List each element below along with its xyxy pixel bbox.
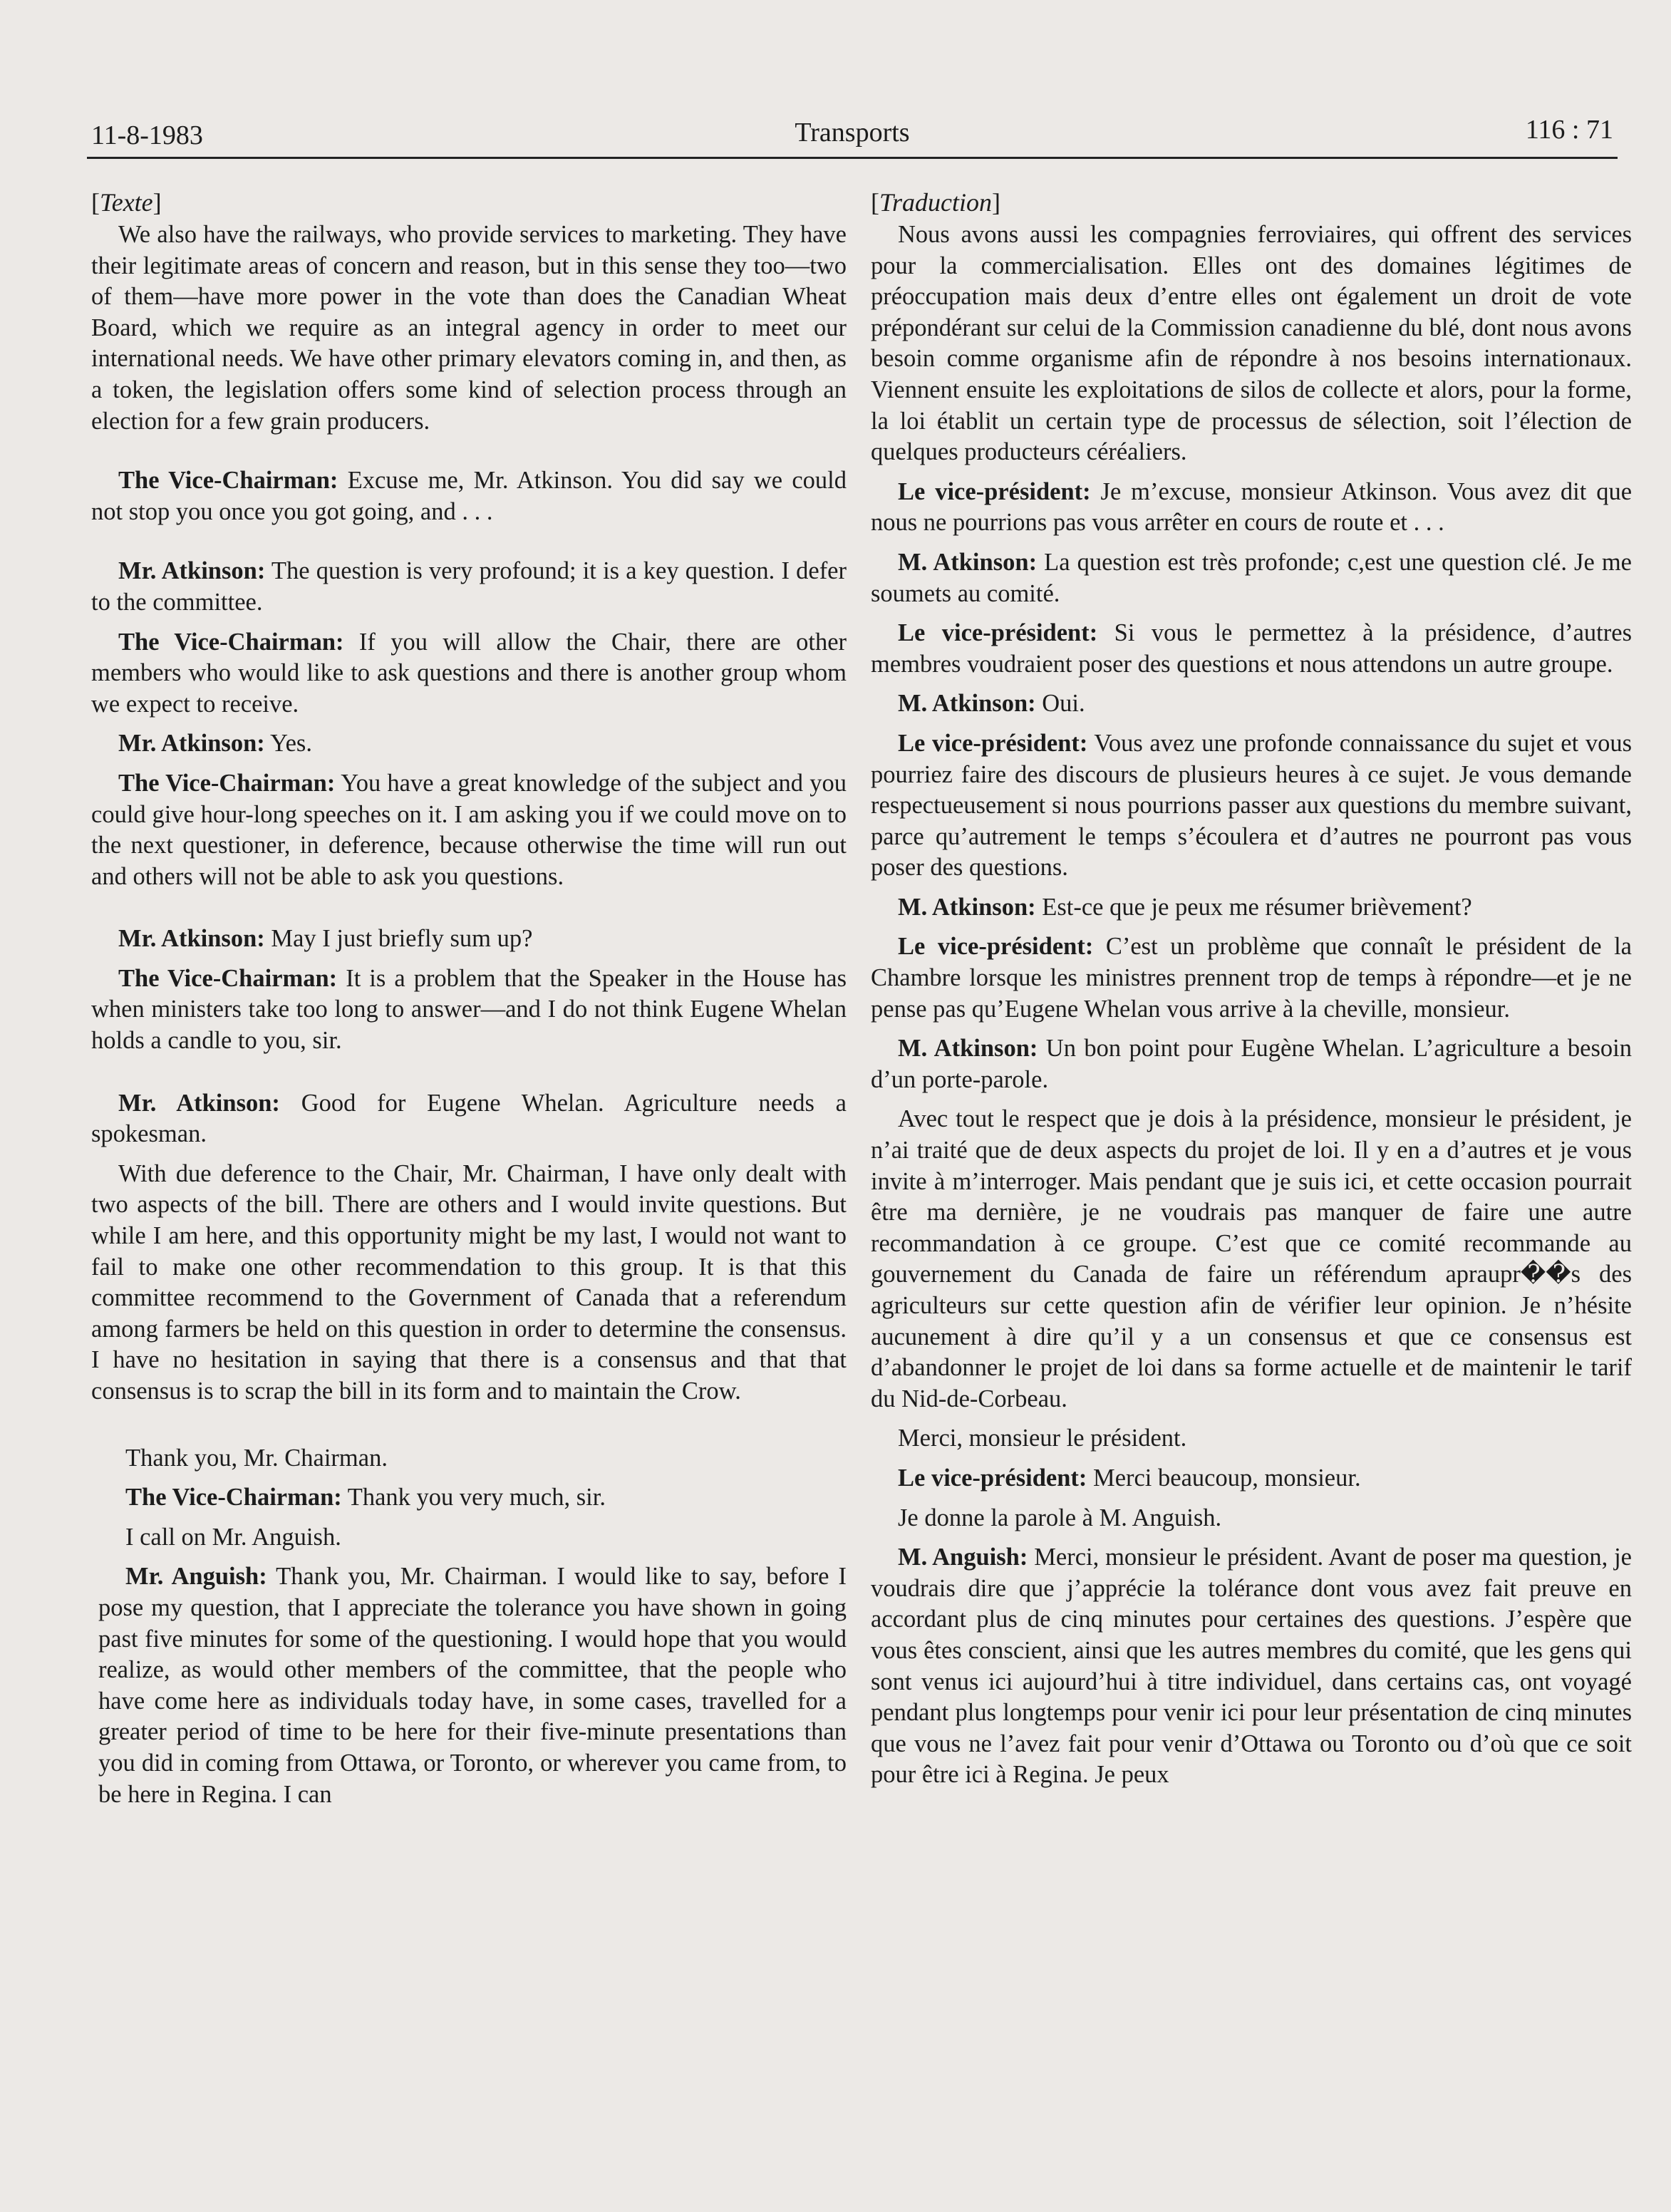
column-tag: [Texte]: [91, 188, 162, 217]
paragraph: Mr. Atkinson: May I just briefly sum up?: [118, 925, 533, 953]
page-title: Transports: [795, 118, 910, 148]
column-tag: [Traduction]: [871, 188, 1001, 217]
paragraph: The Vice-Chairman: Thank you very much, sir.: [125, 1484, 606, 1511]
paragraph: The Vice-Chairman: Excuse me, Mr. Atkinson. You did say we could not stop you once you got going, and . . .: [91, 467, 847, 525]
paragraph: M. Atkinson: Un bon point pour Eugène Whelan. L’agriculture a besoin d’un porte-parole.: [871, 1035, 1632, 1093]
paragraph: We also have the railways, who provide services to marketing. They have their legitimate areas of concern and reason, but in this sense they too—two of them—have more power in the vote than does the Canadian Wheat Board, which we require as an integral agency in order to meet our international needs. We have other primary elevators coming in, and then, as a token, the legislation offers some kind of selection process through an election for a few grain producers.: [91, 221, 847, 435]
paragraph: Le vice-président: Vous avez une profonde connaissance du sujet et vous pourriez faire des discours de plusieurs heures à ce sujet. Je vous demande respectueusement si nous pourrions passer aux questions du membre suivant, parce qu’autrement le temps s’écoulera et d’autres ne pourront pas vous poser des questions.: [871, 729, 1633, 882]
paragraph: Mr. Atkinson: The question is very profound; it is a key question. I defer to the committee.: [91, 557, 847, 616]
paragraph: The Vice-Chairman: If you will allow the Chair, there are other members who would like to ask questions and there is another group whom we expect to receive.: [91, 628, 847, 718]
paragraph: Le vice-président: Si vous le permettez à la présidence, d’autres membres voudraient poser des questions et nous attendons un autre groupe.: [871, 619, 1632, 678]
paragraph: M. Anguish: Merci, monsieur le président. Avant de poser ma question, je voudrais dire que j’apprécie la tolérance dont vous avez fait preuve en accordant plus de cinq minutes pour certaines des questions. J’espère que vous êtes conscient, ainsi que les autres membres du comité, que les gens qui sont venus ici aujourd’hui à titre individuel, dans certains cas, ont voyagé pendant plus longtemps pour venir ici pour leur présentation de cinq minutes que vous ne l’avez fait pour venir d’Ottawa ou Toronto ou d’où que ce soit pour être ici à Regina. Je peux: [871, 1544, 1632, 1789]
paragraph: Le vice-président: Je m’excuse, monsieur Atkinson. Vous avez dit que nous ne pourrions pas vous arrêter en cours de route et . . .: [871, 477, 1633, 537]
paragraph: Le vice-président: C’est un problème que connaît le président de la Chambre lorsque les ministres prennent trop de temps à répondre—et je ne pense pas qu’Eugene Whelan vous arrive à la cheville, monsieur.: [871, 933, 1632, 1023]
paragraph: The Vice-Chairman: You have a great knowledge of the subject and you could give hour-long speeches on it. I am asking you if we could move on to the next questioner, in deference, because otherwise the time will run out and others will not be able to ask you questions.: [91, 769, 847, 890]
paragraph: I call on Mr. Anguish.: [125, 1523, 341, 1551]
paragraph: Je donne la parole à M. Anguish.: [898, 1504, 1222, 1531]
page-number: 116 : 71: [1525, 115, 1613, 145]
paragraph: M. Atkinson: La question est très profonde; c,est une question clé. Je me soumets au comité.: [871, 548, 1632, 607]
paragraph: The Vice-Chairman: It is a problem that the Speaker in the House has when ministers take too long to answer—and I do not think Eugene Whelan holds a candle to you, sir.: [91, 964, 847, 1055]
paragraph: Merci, monsieur le président.: [898, 1425, 1187, 1452]
paragraph: With due deference to the Chair, Mr. Chairman, I have only dealt with two aspects of the bill. There are others and I would invite questions. But while I am here, and this opportunity might be my last, I would not want to fail to make one other recommendation to this group. It is that this committee recommend to the Government of Canada that a referendum among farmers be held on this question in order to determine the consensus. I have no hesitation in saying that there is a consensus and that that consensus is to scrap the bill in its form and to maintain the Crow.: [91, 1159, 847, 1405]
paragraph: Nous avons aussi les compagnies ferroviaires, qui offrent des services pour la commercialisation. Elles ont des domaines légitimes de préoccupation mais deux d’entre elles ont également un droit de vote prépondérant sur celui de la Commission canadienne du blé, dont nous avons besoin comme organisme afin de répondre à nos besoins internationaux. Viennent ensuite les exploitations de silos de collecte et alors, pour la forme, la loi établit un certain type de processus de sélection, soit l’élection de quelques producteurs céréaliers.: [871, 221, 1632, 466]
paragraph: Le vice-président: Merci beaucoup, monsieur.: [898, 1464, 1361, 1492]
paragraph: M. Atkinson: Est-ce que je peux me résumer brièvement?: [898, 893, 1472, 921]
paragraph: Mr. Atkinson: Yes.: [118, 730, 312, 758]
paragraph: Thank you, Mr. Chairman.: [125, 1444, 388, 1472]
page-header: [87, 107, 1618, 159]
paragraph: M. Atkinson: Oui.: [898, 690, 1085, 718]
paragraph: Mr. Atkinson: Good for Eugene Whelan. Agriculture needs a spokesman.: [91, 1089, 847, 1148]
english-column: [91, 187, 847, 1810]
paragraph: Mr. Anguish: Thank you, Mr. Chairman. I would like to say, before I pose my question, that I appreciate the tolerance you have shown in going past five minutes for some of the questioning. I would hope that you would realize, as would other members of the committee, that the people who have come here as individuals today have, in some cases, travelled for a greater period of time to be here for their five-minute presentations than you did in coming from Ottawa, or Toronto, or wherever you came from, to be here in Regina. I can: [98, 1563, 847, 1808]
page-date: 11-8-1983: [91, 120, 203, 150]
paragraph: Avec tout le respect que je dois à la présidence, monsieur le président, je n’ai traité que de deux aspects du projet de loi. Il y en a d’autres et je vous invite à m’interroger. Mais pendant que je suis ici, et cette occasion pourrait être ma dernière, je ne voudrais pas manquer de faire une autre recommandation à ce groupe. C’est que ce comité recommande au gouvernement du Canada de faire un référendum apraupr��s des agriculteurs sur cette question afin de vérifier leur opinion. Je n’hésite aucunement à dire qu’il y a un consensus et que ce consensus est d’abandonner le projet de loi dans sa forme actuelle et de maintenir le tarif du Nid-de-Corbeau.: [871, 1105, 1632, 1412]
french-column: [871, 187, 1632, 1791]
